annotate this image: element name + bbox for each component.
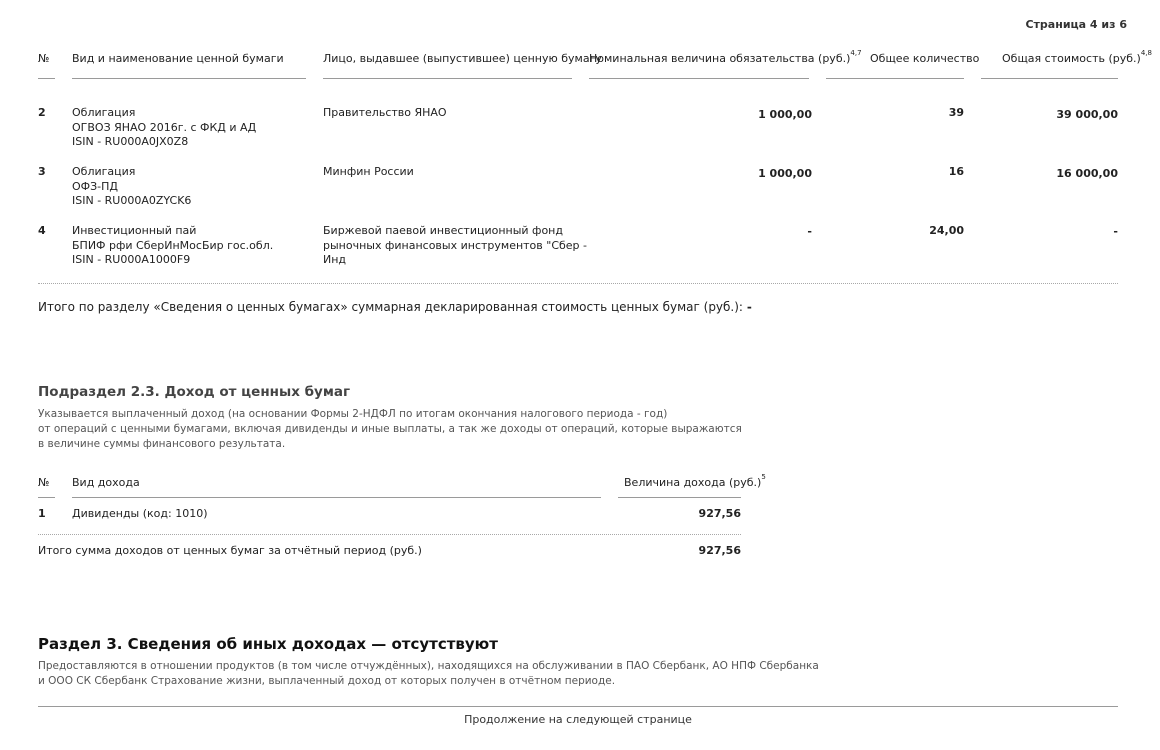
col-header-num: № (38, 52, 50, 65)
security-name: Облигация ОФЗ-ПД ISIN - RU000A0ZYCK6 (72, 165, 192, 207)
row-num: 1 (38, 507, 46, 520)
issuer-name: Биржевой паевой инвестиционный фонд рыночных финансовых инструментов "Сбер - Инд (323, 224, 588, 266)
header-underline (72, 78, 306, 79)
nominal-value: 1 000,00 (758, 108, 812, 121)
footer-continued: Продолжение на следующей странице (464, 713, 692, 726)
row-num: 4 (38, 224, 46, 237)
header-underline (38, 78, 55, 79)
income-type: Дивиденды (код: 1010) (72, 507, 208, 520)
total-value: 16 000,00 (1056, 167, 1118, 180)
row-num: 3 (38, 165, 46, 178)
income-total-label: Итого сумма доходов от ценных бумаг за отчётный период (руб.) (38, 544, 422, 557)
income-amount: 927,56 (698, 507, 741, 520)
col-header-type: Вид и наименование ценной бумаги (72, 52, 284, 65)
header-underline (981, 78, 1118, 79)
header-underline (826, 78, 964, 79)
col-header-quantity: Общее количество (870, 52, 980, 65)
nominal-value: 1 000,00 (758, 167, 812, 180)
header-underline (323, 78, 572, 79)
col-header-income-amount: Величина дохода $(руб.)^5$ (624, 473, 766, 489)
income-note: Указывается выплаченный доход (на основании Формы 2-НДФЛ по итогам окончания налогового периода - год) от операций с ценными бумагами, включая дивиденды и иные выплаты, а так же доходы от операций, которые выражаются в величине суммы финансового результата. (38, 408, 742, 450)
section3-title: Раздел 3. Сведения об иных доходах — отсутствуют (38, 635, 498, 653)
header-underline (72, 497, 601, 498)
quantity-value: 39 (948, 106, 964, 119)
securities-summary: Итого по разделу «Сведения о ценных бумагах» суммарная декларированная стоимость ценных бумаг (руб.): - (38, 300, 752, 314)
income-subsection-title: Подраздел 2.3. Доход от ценных бумаг (38, 384, 351, 400)
header-underline (38, 497, 55, 498)
table-divider (38, 283, 1118, 284)
col-header-income-type: Вид дохода (72, 476, 140, 489)
nominal-value: - (807, 225, 812, 238)
quantity-value: 24,00 (929, 224, 964, 237)
col-header-total: Общая стоимость $(руб.)^{4,8}$ (1002, 49, 1152, 65)
issuer-name: Минфин России (323, 165, 414, 178)
security-name: Инвестиционный пай БПИФ рфи СберИнМосБир гос.обл. ISIN - RU000A1000F9 (72, 224, 274, 266)
quantity-value: 16 (948, 165, 964, 178)
income-total-value: 927,56 (698, 544, 741, 557)
issuer-name: Правительство ЯНАО (323, 106, 447, 119)
row-num: 2 (38, 106, 46, 119)
header-underline (589, 78, 809, 79)
table-divider (38, 534, 741, 535)
col-header-num: № (38, 476, 50, 489)
header-underline (618, 497, 741, 498)
page-number: Страница 4 из 6 (1025, 18, 1127, 31)
security-name: Облигация ОГВОЗ ЯНАО 2016г. с ФКД и АД ISIN - RU000A0JX0Z8 (72, 106, 257, 148)
total-value: 39 000,00 (1056, 108, 1118, 121)
total-value: - (1113, 225, 1118, 238)
section3-note: Предоставляются в отношении продуктов (в том числе отчуждённых), находящихся на обслуживании в ПАО Сбербанк, АО НПФ Сбербанка и ООО СК Сбербанк Страхование жизни, выплаченный доход от которых получен в отчётном периоде. (38, 660, 819, 687)
col-header-issuer: Лицо, выдавшее (выпустившее) ценную бумагу (323, 52, 602, 65)
footer-divider (38, 706, 1118, 707)
col-header-nominal: Номинальная величина обязательства $(руб.)^{4,7}$ (589, 49, 862, 65)
